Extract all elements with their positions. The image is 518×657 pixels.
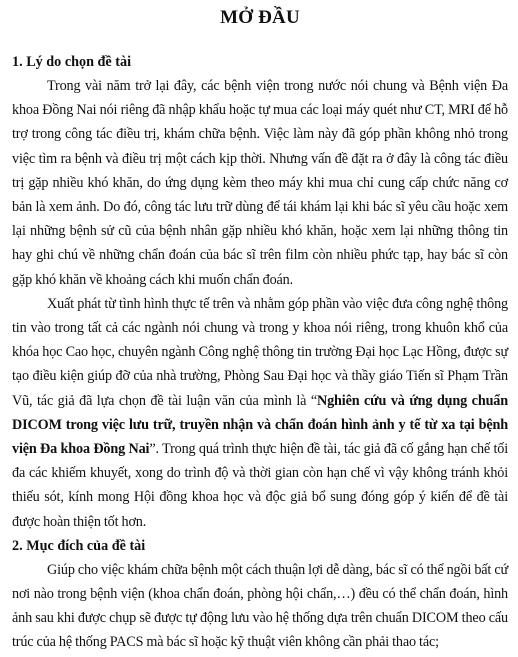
thesis-title: Nghiên cứu và ứng dụng chuẩn DICOM trong việc lưu trữ, truyền nhận và chẩn đoán hình ảnh y tế từ xa tại bệnh viện Đa khoa Đồng Nai	[12, 392, 508, 458]
section-heading-reason: 1. Lý do chọn đề tài	[12, 54, 132, 70]
section-purpose	[12, 534, 508, 655]
paragraph-reason-2	[12, 292, 508, 534]
paragraph-purpose-1: Giúp cho việc khám chữa bệnh một cách thuận lợi dễ dàng, bác sĩ có thể ngồi bất cứ nơi nào trong bệnh viện (khoa chẩn đoán, phòng hội chẩn,…) đều có thể chẩn đoán, hình ảnh sau khi được chụp sẽ được tự động lưu vào hệ thống dựa trên chuẩn DICOM theo cấu trúc của hệ thống PACS mà bác sĩ hoặc kỹ thuật viên không cần phải thao tác;	[12, 561, 509, 651]
paragraph-reason-2-outro: ”. Trong quá trình thực hiện đề tài, tác giả đã cố gắng hạn chế tối đa các khiếm khuyết, xong do trình độ và thời gian còn hạn chế vì vậy không tránh khỏi thiếu sót, kính mong Hội đồng khoa học và độc giả bổ sung đóng góp ý kiến để đề tài được hoàn thiện tốt hơn.	[12, 441, 509, 530]
section-reason	[12, 50, 508, 534]
paragraph-reason-2-intro: Xuất phát từ tình hình thực tế trên và nhằm góp phần vào việc đưa công nghệ thông tin vào trong tất cả các ngành nói chung và trong y khoa nói riêng, trong khuôn khổ của khóa học Cao học, chuyên ngành Công nghệ thông tin trường Đại học Lạc Hồng, được sự tạo điều kiện giúp đỡ của nhà trường, Phòng Sau Đại học và thầy giáo Tiến sĩ Phạm Trần Vũ, tác giả đã lựa chọn đề tài luận văn của mình là “	[12, 295, 508, 409]
page-title: MỞ ĐẦU	[220, 7, 300, 28]
paragraph-reason-1: Trong vài năm trở lại đây, các bệnh viện trong nước nói chung và Bệnh viện Đa khoa Đồng Nai nói riêng đã nhập khẩu hoặc tự mua các loại máy quét như CT, MRI để hỗ trợ trong công tác điều trị, khám chữa bệnh. Việc làm này đã góp phần không nhỏ trong việc tìm ra bệnh và điều trị một cách kịp thời. Nhưng vấn đề đặt ra ở đây là công tác điều trị gặp nhiều khó khăn, do ứng dụng kèm theo máy khi mua chỉ cung cấp chức năng cơ bản là xem ảnh. Do đó, công tác lưu trữ dùng để tái khám lại khi bác sĩ yêu cầu hoặc xem lại những bệnh sử cũ của bệnh nhân gặp nhiều khó khăn, hoặc xem lại những thông tin hay ghi chú về những chẩn đoán của bác sĩ trên film còn nhiều phức tạp, hay bác sĩ còn gặp khó khăn về khoảng cách khi muốn chẩn đoán.	[12, 78, 508, 288]
section-heading-purpose: 2. Mục đích của đề tài	[12, 537, 146, 554]
